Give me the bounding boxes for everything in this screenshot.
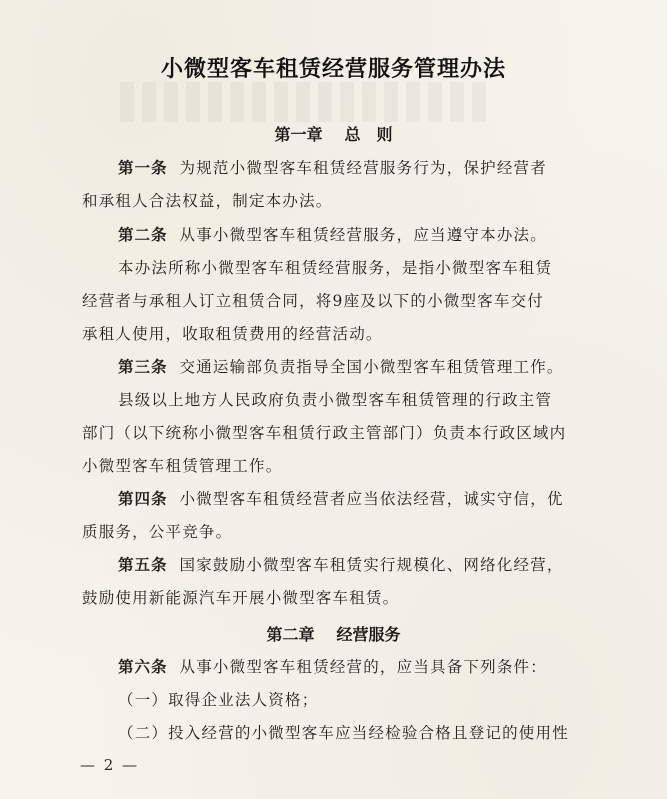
article-5-line-1	[118, 554, 582, 576]
article-5-text: 国家鼓励小微型客车租赁实行规模化、网络化经营，	[179, 556, 564, 574]
article-6-line-1	[118, 656, 582, 678]
chapter-1-number: 第一章	[274, 125, 323, 144]
article-4-text: 小微型客车租赁经营者应当依法经营，诚实守信，优	[179, 490, 564, 508]
article-2-text: 从事小微型客车租赁经营服务，应当遵守本办法。	[179, 226, 547, 244]
document-title: 小微型客车租赁经营服务管理办法	[160, 57, 506, 82]
article-4-line-1	[118, 488, 582, 510]
article-6-item-2: （二）投入经营的小微型客车应当经检验合格且登记的使用性	[118, 724, 569, 742]
article-4-line-2: 质服务，公平竞争。	[82, 523, 233, 541]
chapter-2-number: 第二章	[266, 625, 315, 644]
article-3-para-2-line-3: 小微型客车租赁管理工作。	[82, 457, 283, 475]
chapter-1-name: 总 则	[344, 125, 393, 144]
article-2-label: 第二条	[118, 226, 168, 244]
article-3-para-2-line-1: 县级以上地方人民政府负责小微型客车租赁管理的行政主管	[118, 391, 553, 409]
article-1-text: 为规范小微型客车租赁经营服务行为，保护经营者	[179, 159, 547, 177]
article-6-text: 从事小微型客车租赁经营的，应当具备下列条件：	[179, 658, 547, 676]
article-5-label: 第五条	[118, 556, 168, 574]
chapter-1-heading	[0, 122, 667, 145]
article-2-line-1	[118, 224, 582, 246]
article-3-line-1	[118, 356, 582, 378]
article-1-line-2: 和承租人合法权益，制定本办法。	[82, 192, 333, 210]
chapter-2-heading	[0, 622, 667, 645]
chapter-2-name: 经营服务	[336, 625, 401, 644]
article-1-line-1	[118, 157, 582, 179]
article-3-label: 第三条	[118, 358, 168, 376]
article-2-para-2-line-2: 经营者与承租人订立租赁合同，将9座及以下的小微型客车交付	[82, 292, 544, 310]
article-1-label: 第一条	[118, 159, 168, 177]
article-2-para-2-line-3: 承租人使用，收取租赁费用的经营活动。	[82, 325, 383, 343]
page-number: — 2 —	[80, 756, 140, 774]
article-3-text: 交通运输部负责指导全国小微型客车租赁管理工作。	[179, 358, 564, 376]
article-4-label: 第四条	[118, 490, 168, 508]
article-5-line-2: 鼓励使用新能源汽车开展小微型客车租赁。	[82, 589, 400, 607]
article-3-para-2-line-2: 部门（以下统称小微型客车租赁行政主管部门）负责本行政区域内	[82, 424, 567, 442]
article-2-para-2-line-1: 本办法所称小微型客车租赁经营服务，是指小微型客车租赁	[118, 259, 553, 277]
article-6-label: 第六条	[118, 658, 168, 676]
article-6-item-1: （一）取得企业法人资格；	[118, 691, 319, 709]
faded-stamp-marks	[120, 82, 490, 122]
